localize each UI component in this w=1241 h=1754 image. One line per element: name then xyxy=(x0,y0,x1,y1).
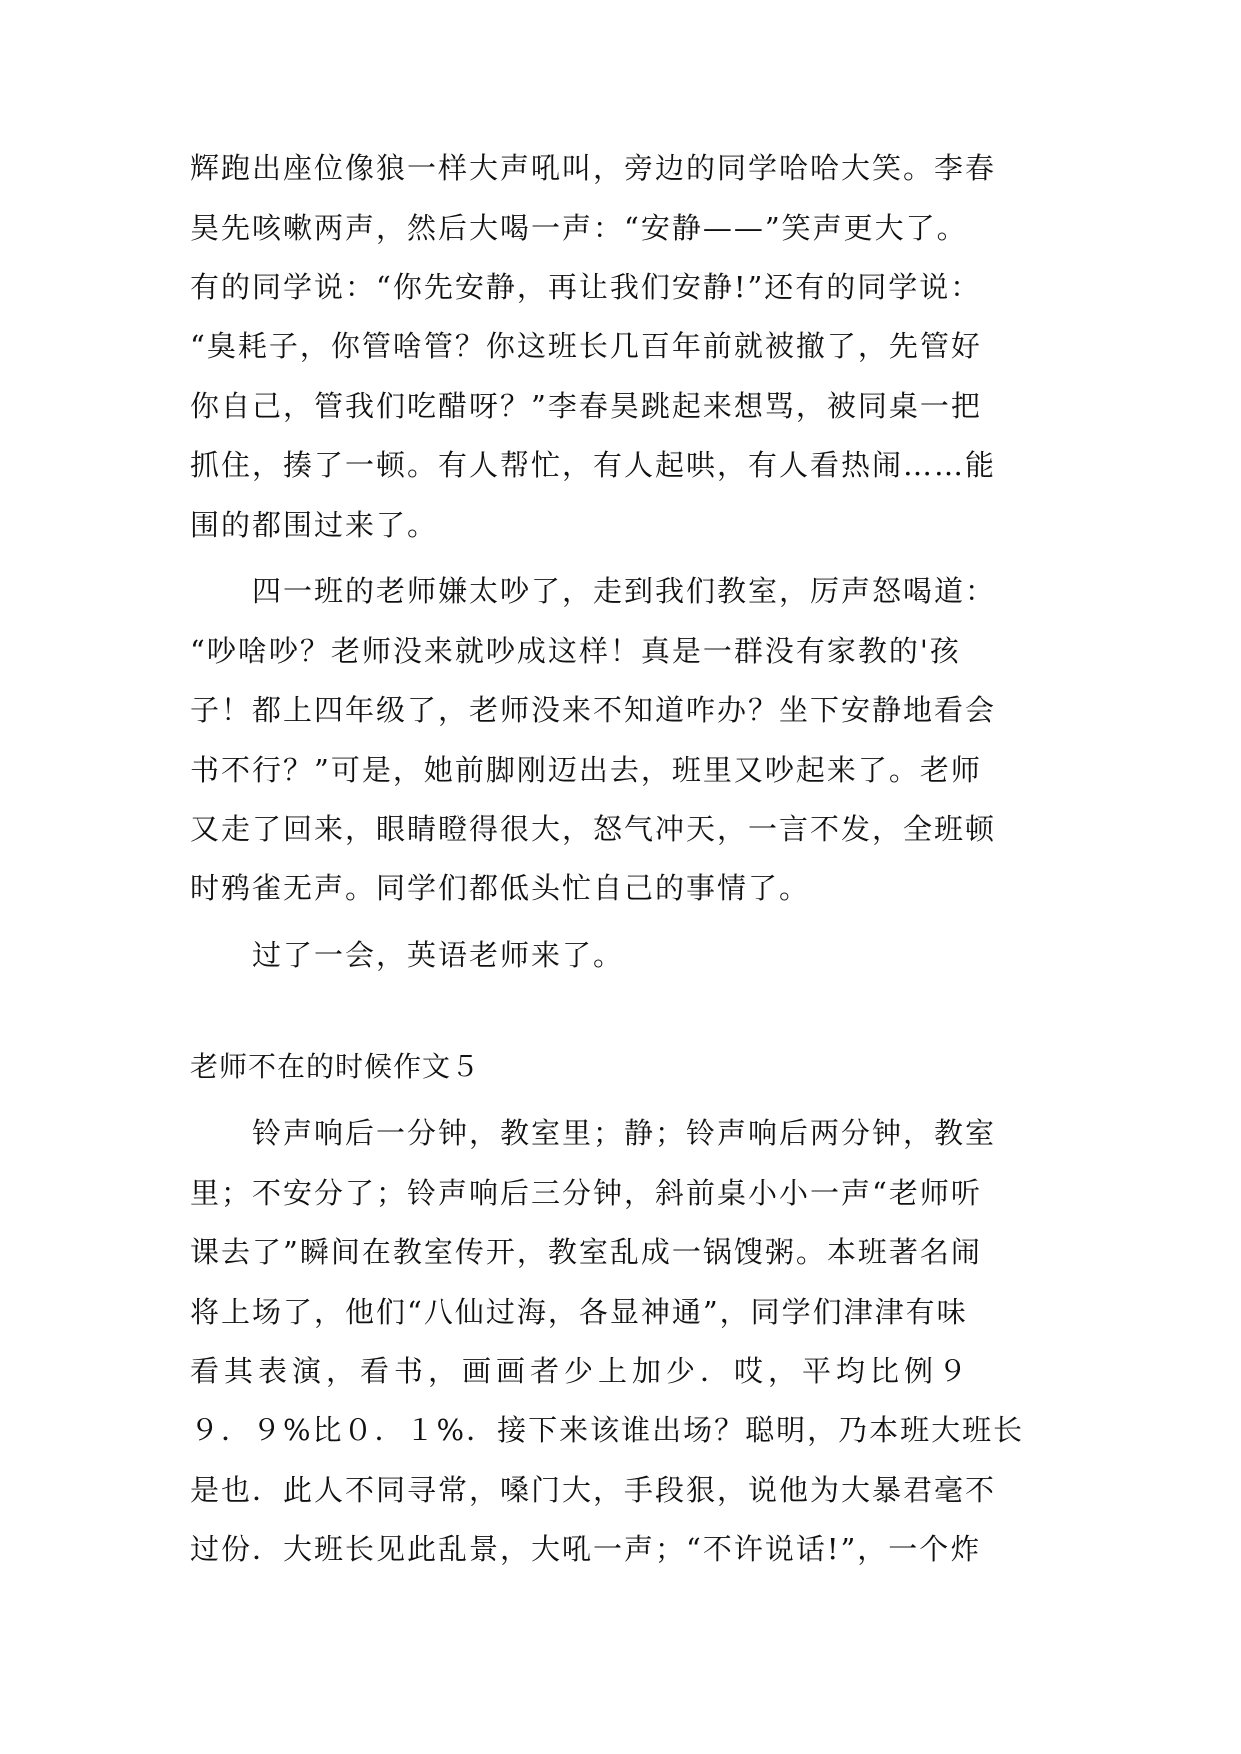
text-line: 围的都围过来了。 xyxy=(190,508,439,542)
section-heading: 老师不在的时候作文５ xyxy=(190,1050,481,1083)
text-line: 过份．大班长见此乱景，大吼一声；“不许说话!”，一个炸 xyxy=(190,1532,982,1566)
text-line: 书不行？”可是，她前脚刚迈出去，班里又吵起来了。老师 xyxy=(190,753,982,787)
paragraph-first-line: 铃声响后一分钟，教室里；静；铃声响后两分钟，教室 xyxy=(252,1116,997,1150)
text-line: 有的同学说：“你先安静，再让我们安静!”还有的同学说： xyxy=(190,270,982,304)
text-line: 课去了”瞬间在教室传开，教室乱成一锅馊粥。本班著名闹 xyxy=(190,1235,982,1269)
text-line: 抓住，揍了一顿。有人帮忙，有人起哄，有人看热闹……能 xyxy=(190,448,997,482)
text-line: “吵啥吵？老师没来就吵成这样！真是一群没有家教的'孩 xyxy=(190,634,961,668)
text-line: ９．９%比０．１%．接下来该谁出场？聪明，乃本班大班长 xyxy=(190,1413,1025,1447)
text-line: 你自己，管我们吃醋呀？”李春昊跳起来想骂，被同桌一把 xyxy=(190,389,982,423)
text-line: 昊先咳嗽两声，然后大喝一声：“安静——”笑声更大了。 xyxy=(190,211,968,245)
text-line: 看其表演，看书，画画者少上加少．哎，平均比例９ xyxy=(190,1354,973,1388)
text-line: 子！都上四年级了，老师没来不知道咋办？坐下安静地看会 xyxy=(190,693,997,727)
text-line: 又走了回来，眼睛瞪得很大，怒气冲天，一言不发，全班顿 xyxy=(190,812,997,846)
text-line: 辉跑出座位像狼一样大声吼叫，旁边的同学哈哈大笑。李春 xyxy=(190,151,997,185)
text-line: 将上场了，他们“八仙过海，各显神通”，同学们津津有味 xyxy=(190,1295,968,1329)
paragraph-first-line: 过了一会，英语老师来了。 xyxy=(252,938,625,972)
text-line: 是也．此人不同寻常，嗓门大，手段狠，说他为大暴君毫不 xyxy=(190,1473,997,1507)
text-line: 时鸦雀无声。同学们都低头忙自己的事情了。 xyxy=(190,871,811,905)
paragraph-first-line: 四一班的老师嫌太吵了，走到我们教室，厉声怒喝道： xyxy=(252,574,997,608)
text-line: 里；不安分了；铃声响后三分钟，斜前桌小小一声“老师听 xyxy=(190,1176,982,1210)
text-line: “臭耗子，你管啥管？你这班长几百年前就被撤了，先管好 xyxy=(190,329,982,363)
